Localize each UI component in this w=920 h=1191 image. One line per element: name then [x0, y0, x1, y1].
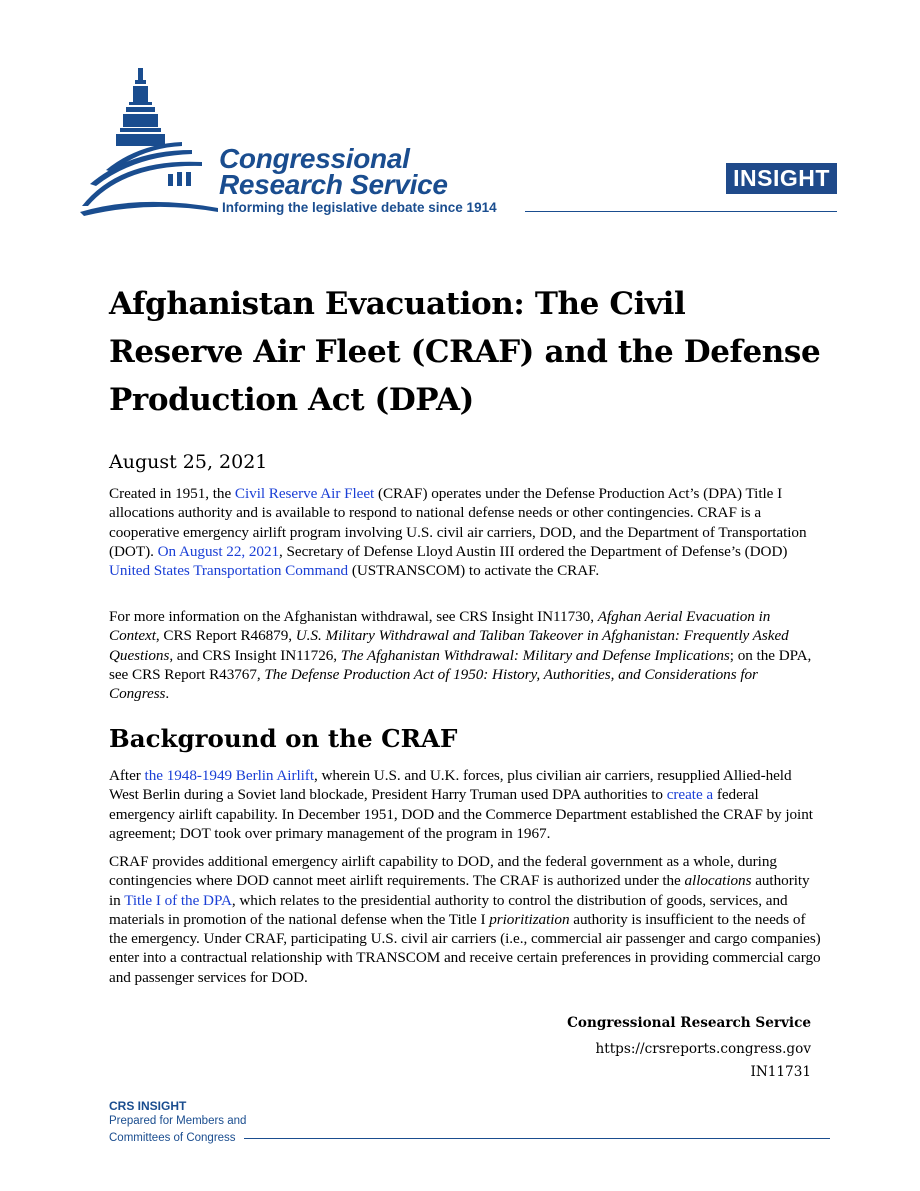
text-run: , Secretary of Defense Lloyd Austin III ordered the Department of Defense’s (DOD) — [279, 542, 788, 560]
header-divider — [525, 211, 837, 212]
background-paragraph-2 — [109, 852, 821, 987]
text-run: . — [165, 685, 170, 703]
link-berlin-airlift[interactable]: the 1948-1949 Berlin Airlift — [144, 767, 314, 784]
crs-prepared-line2: Committees of Congress — [109, 1132, 236, 1144]
brand-name-line1: Congressional — [219, 143, 410, 174]
link-ustranscom[interactable]: United States Transportation Command — [109, 562, 349, 580]
crs-insight-label: CRS INSIGHT — [109, 1099, 187, 1113]
text-run: federal emergency airlift capability. In December 1951, DOD and the Commerce Department established the CRAF by joint agreement; DOT took over primary management of the program in 1967. — [109, 786, 813, 842]
footer-organization: Congressional Research Service — [567, 1015, 811, 1031]
link-august-22-2021[interactable]: On August 22, 2021 — [157, 542, 280, 560]
footer-divider — [244, 1138, 830, 1139]
text-run: CRAF provides additional emergency airlift capability to DOD, and the federal government as a whole, during contingencies where DOD cannot meet airlift requirements. The CRAF is authorized under the — [109, 853, 777, 890]
text-run: , and CRS Insight IN11726, — [169, 646, 341, 664]
report-title: U.S. Military Withdrawal and Taliban Takeover in Afghanistan: Frequently Asked Questions — [109, 627, 789, 664]
crs-prepared-line1: Prepared for Members and — [109, 1115, 247, 1127]
text-run: , wherein U.S. and U.K. forces, plus civilian air carriers, resupplied Allied-held West Berlin during a Soviet land blockade, President Harry Truman used DPA authorities to — [109, 767, 792, 804]
related-reports-paragraph — [109, 607, 821, 703]
capitol-dome-icon — [80, 66, 220, 216]
text-run: For more information on the Afghanistan withdrawal, see CRS Insight IN11730, — [109, 608, 598, 625]
insight-badge: INSIGHT — [726, 163, 837, 194]
publication-date: August 25, 2021 — [109, 451, 268, 473]
brand-name-line2: Research Service — [219, 169, 448, 200]
text-run: After — [109, 767, 145, 784]
emphasis: allocations — [684, 872, 752, 890]
footer-report-id: IN11731 — [750, 1064, 811, 1080]
background-paragraph-1 — [109, 766, 821, 843]
link-create-a[interactable]: create a — [666, 786, 714, 804]
text-run: authority is insufficient to the needs of the emergency. Under CRAF, participating U.S. civil air carriers (i.e., commercial air passenger and cargo companies) enter into a contractual relationship with TRANSCOM and receive certain preferences in providing commercial cargo and passenger services for DOD. — [109, 910, 821, 986]
text-run: , CRS Report R46879, — [155, 627, 296, 645]
text-run: ; on the DPA, see CRS Report R43767, — [109, 646, 812, 683]
text-run: authority in — [109, 872, 810, 909]
emphasis: prioritization — [489, 910, 570, 928]
report-title: The Defense Production Act of 1950: History, Authorities, and Considerations for Congress — [109, 665, 758, 703]
intro-paragraph — [109, 484, 821, 580]
report-title: The Afghanistan Withdrawal: Military and Defense Implications — [340, 646, 730, 664]
brand-tagline: Informing the legislative debate since 1914 — [222, 200, 497, 215]
footer-url[interactable]: https://crsreports.congress.gov — [595, 1041, 811, 1057]
text-run: Created in 1951, the — [109, 485, 235, 502]
text-run: , which relates to the presidential authority to control the distribution of goods, services, and materials in promotion of the national defense when the Title I — [109, 891, 788, 928]
text-run: (USTRANSCOM) to activate the CRAF. — [348, 562, 600, 580]
link-civil-reserve-air-fleet[interactable]: Civil Reserve Air Fleet — [234, 485, 375, 502]
section-heading: Background on the CRAF — [109, 724, 458, 753]
document-title: Afghanistan Evacuation: The Civil Reserve Air Fleet (CRAF) and the Defense Production Act (DPA) — [109, 286, 821, 418]
text-run: (CRAF) operates under the Defense Production Act’s (DPA) Title I allocations authority and is available to respond to national defense needs or other contingencies. CRAF is a cooperative emergency airlift program involving U.S. civil air carriers, DOD, and the Department of Transportation (DOT). — [109, 485, 807, 560]
link-title-i-dpa[interactable]: Title I of the DPA — [124, 891, 232, 909]
report-title: Afghan Aerial Evacuation in Context — [109, 608, 771, 645]
